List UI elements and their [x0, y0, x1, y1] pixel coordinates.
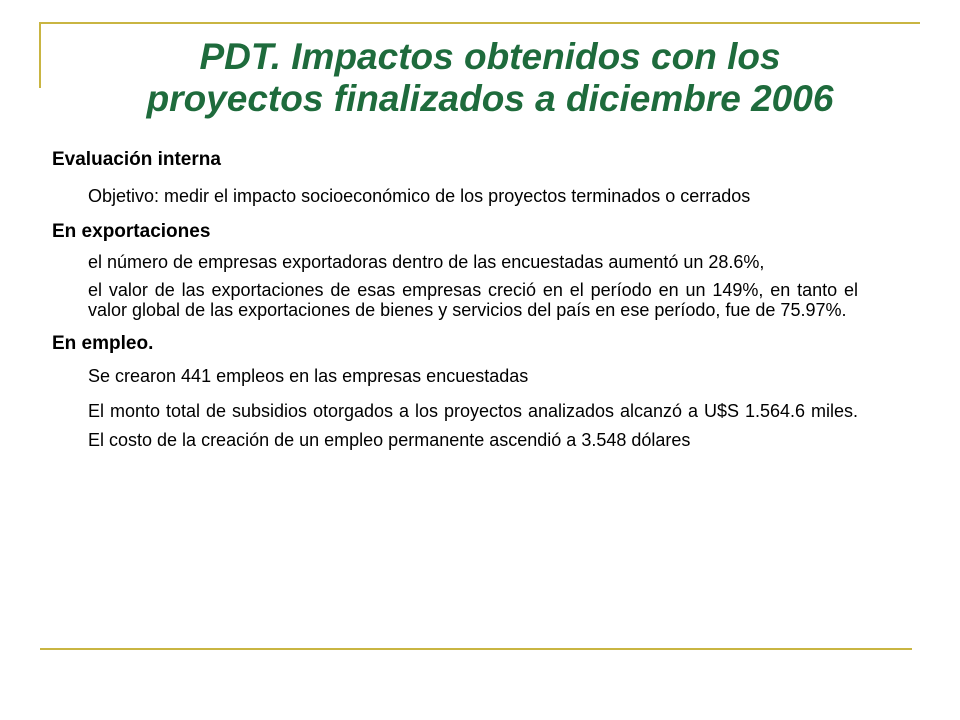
- section-paragraph: el valor de las exportaciones de esas empresas creció en el período en un 149%, en tanto el valor global de las exportaciones de bienes y servicios del país en ese período, fue de 75.97%.: [88, 280, 858, 320]
- section-heading: En exportaciones: [52, 221, 211, 242]
- title-line-1: PDT. Impactos obtenidos con los: [199, 36, 781, 77]
- slide-content: [52, 148, 858, 455]
- section-paragraph: Se crearon 441 empleos en las empresas encuestadas: [88, 366, 529, 386]
- section-exportaciones: [52, 220, 858, 320]
- bottom-rule: [40, 648, 912, 650]
- slide-title: [60, 36, 920, 120]
- section-evaluacion-interna: [52, 148, 858, 210]
- title-line-2: proyectos finalizados a diciembre 2006: [146, 78, 834, 119]
- section-empleo: [52, 332, 858, 455]
- section-paragraph: El monto total de subsidios otorgados a los proyectos analizados alcanzó a U$S 1.564.6 miles. El costo de la creación de un empleo permanente ascendió a 3.548 dólares: [88, 401, 858, 450]
- section-heading: En empleo.: [52, 333, 154, 354]
- section-paragraph: Objetivo: medir el impacto socioeconómico de los proyectos terminados o cerrados: [88, 186, 751, 206]
- left-rule: [39, 22, 41, 88]
- top-rule: [40, 22, 920, 24]
- section-paragraph: el número de empresas exportadoras dentro de las encuestadas aumentó un 28.6%,: [88, 252, 765, 272]
- section-heading: Evaluación interna: [52, 149, 221, 170]
